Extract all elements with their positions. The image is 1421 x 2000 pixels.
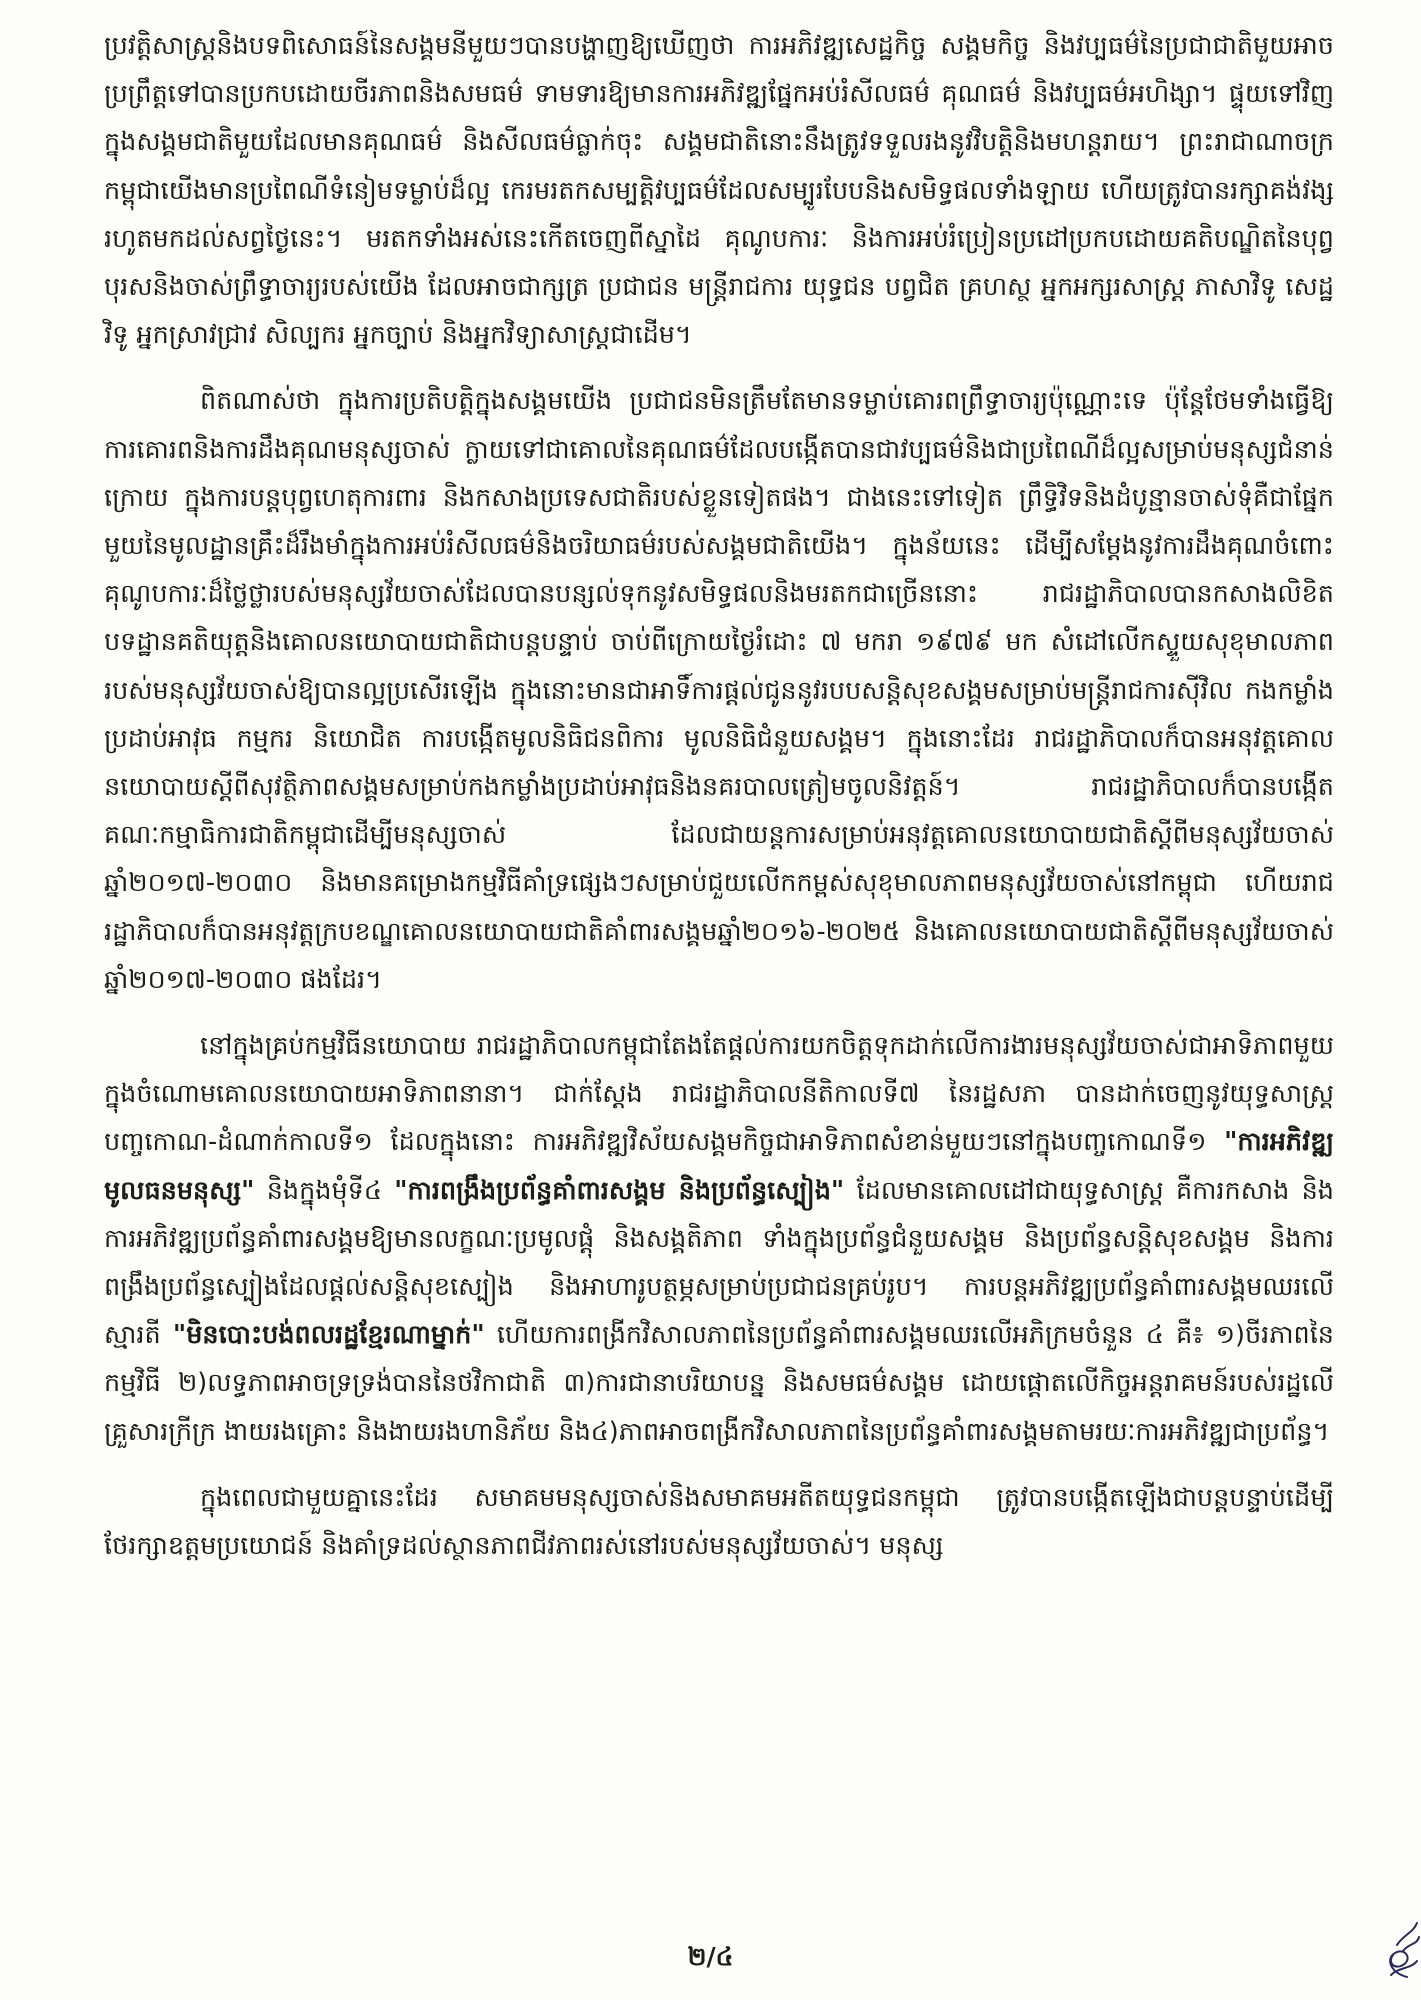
paragraph-text: ហើយការពង្រីកវិសាលភាពនៃប្រព័ន្ធគាំពារសង្គមឈរលើអភិក្រមចំនួន ៤ គឺ៖ ១)ចីរភាពនៃកម្មវិធី ២)លទ្ធភាពអាចទ្រទ្រង់បាននៃថវិកាជាតិ ៣)ការជានាបរិយាបន្ន និងសមធម៌សង្គម ដោយផ្តោតលើកិច្ចអន្តរាគមន៍របស់រដ្ឋលើគ្រួសារក្រីក្រ ងាយរងគ្រោះ និងងាយរងហានិភ័យ និង៤)ភាពអាចពង្រីកវិសាលភាពនៃប្រព័ន្ធគាំពារសង្គមតាមរយៈការអភិវឌ្ឍជាប្រព័ន្ធ។: [104, 1320, 1334, 1447]
bold-quote-human-capital: "ការអភិវឌ្ឍមូលធនមនុស្ស": [104, 1127, 1334, 1206]
paragraph-text: ពិតណាស់ថា ក្នុងការប្រតិបត្តិក្នុងសង្គមយើង ប្រជាជនមិនត្រឹមតែមានទម្លាប់គោរពព្រឹទ្ធាចារ្យប៉ុណ្ណោះទេ ប៉ុន្តែថែមទាំងធ្វើឱ្យការគោរពនិងការដឹងគុណមនុស្សចាស់ ក្លាយទៅជាគោលនៃគុណធម៌ដែលបង្កើតបានជាវប្បធម៌និងជាប្រពៃណីដ៏ល្អសម្រាប់មនុស្សជំនាន់ក្រោយ ក្នុងការបន្តបុព្វហេតុការពារ និងកសាងប្រទេសជាតិរបស់ខ្លួនទៀតផង។ ជាងនេះទៅទៀត ព្រឹទ្ធិវិទនិងដំបូន្មានចាស់ទុំគឺជាផ្នែកមួយនៃមូលដ្ឋានគ្រឹះដ៏រឹងមាំក្នុងការអប់រំសីលធម៌និងចរិយាធម៌របស់សង្គមជាតិយើង។ ក្នុងន័យនេះ ដើម្បីសម្តែងនូវការដឹងគុណចំពោះគុណូបការៈដ៏ថ្លៃថ្លារបស់មនុស្សវ័យចាស់ដែលបានបន្សល់ទុកនូវសមិទ្ធផលនិងមរតកជាច្រើននោះ រាជរដ្ឋាភិបាលបានកសាងលិខិតបទដ្ឋានគតិយុត្តនិងគោលនយោបាយជាតិជាបន្តបន្ទាប់ ចាប់ពីក្រោយថ្ងៃរំដោះ ៧ មករា ១៩៧៩ មក សំដៅលើកស្ទួយសុខុមាលភាពរបស់មនុស្សវ័យចាស់ឱ្យបានល្អប្រសើរឡើង ក្នុងនោះមានជាអាទិ៍ការផ្តល់ជូននូវរបបសន្តិសុខសង្គមសម្រាប់មន្ត្រីរាជការស៊ីវិល កងកម្លាំងប្រដាប់អាវុធ កម្មករ និយោជិត ការបង្កើតមូលនិធិជនពិការ មូលនិធិជំនួយសង្គម។ ក្នុងនោះដែរ រាជរដ្ឋាភិបាលក៏បានអនុវត្តគោលនយោបាយស្តីពីសុវត្ថិភាពសង្គមសម្រាប់កងកម្លាំងប្រដាប់អាវុធនិងនគរបាលត្រៀមចូលនិវត្តន៍។ រាជរដ្ឋាភិបាលក៏បានបង្កើតគណៈកម្មាធិការជាតិកម្ពុជាដើម្បីមនុស្សចាស់ ដែលជាយន្តការសម្រាប់អនុវត្តគោលនយោបាយជាតិស្តីពីមនុស្សវ័យចាស់ឆ្នាំ២០១៧-២០៣០ និងមានគម្រោងកម្មវិធីគាំទ្រផ្សេងៗសម្រាប់ជួយលើកកម្ពស់សុខុមាលភាពមនុស្សវ័យចាស់នៅកម្ពុជា ហើយរាជរដ្ឋាភិបាលក៏បានអនុវត្តក្របខណ្ឌគោលនយោបាយជាតិគាំពារសង្គមឆ្នាំ២០១៦-២០២៥ និងគោលនយោបាយជាតិស្តីពីមនុស្សវ័យចាស់ឆ្នាំ២០១៧-២០៣០ ផងដែរ។: [104, 386, 1334, 995]
paragraph-text: ប្រវត្តិសាស្ត្រនិងបទពិសោធន៍នៃសង្គមនីមួយៗបានបង្ហាញឱ្យឃើញថា ការអភិវឌ្ឍសេដ្ឋកិច្ច សង្គមកិច្ច និងវប្បធម៌នៃប្រជាជាតិមួយអាចប្រព្រឹត្តទៅបានប្រកបដោយចីរភាពនិងសមធម៌ ទាមទារឱ្យមានការអភិវឌ្ឍផ្នែកអប់រំសីលធម៌ គុណធម៌ និងវប្បធម៌អហិង្សា។ ផ្ទុយទៅវិញ ក្នុងសង្គមជាតិមួយដែលមានគុណធម៌ និងសីលធម៌ធ្លាក់ចុះ សង្គមជាតិនោះនឹងត្រូវទទួលរងនូវវិបត្តិនិងមហន្តរាយ។ ព្រះរាជាណាចក្រកម្ពុជាយើងមានប្រពៃណីទំនៀមទម្លាប់ដ៏ល្អ កេរមរតកសម្បត្តិវប្បធម៌ដែលសម្បូរបែបនិងសមិទ្ធផលទាំងឡាយ ហើយត្រូវបានរក្សាគង់វង្សរហូតមកដល់សព្វថ្ងៃនេះ។ មរតកទាំងអស់នេះកើតចេញពីស្នាដៃ គុណូបការៈ និងការអប់រំប្រៀនប្រដៅប្រកបដោយគតិបណ្ឌិតនៃបុព្វបុរសនិងចាស់ព្រឹទ្ធាចារ្យរបស់យើង ដែលអាចជាក្សត្រ ប្រជាជន មន្ត្រីរាជការ យុទ្ធជន បព្វជិត គ្រហស្ថ អ្នកអក្សរសាស្ត្រ ភាសាវិទូ សេដ្ឋវិទូ អ្នកស្រាវជ្រាវ សិល្បករ អ្នកច្បាប់ និងអ្នកវិទ្យាសាស្ត្រជាដើម។: [104, 31, 1334, 351]
document-body: [104, 22, 1334, 1588]
paragraph-text: ដែលមានគោលដៅជាយុទ្ធសាស្ត្រ គឺការកសាង និងការអភិវឌ្ឍប្រព័ន្ធគាំពារសង្គមឱ្យមានលក្ខណៈប្រមូលផ្តុំ និងសង្គតិភាព ទាំងក្នុងប្រព័ន្ធជំនួយសង្គម និងប្រព័ន្ធសន្តិសុខសង្គម និងការពង្រឹងប្រព័ន្ធស្បៀងដែលផ្តល់សន្តិសុខស្បៀង និងអាហារូបត្ថម្ភសម្រាប់ប្រជាជនគ្រប់រូប។ ការបន្តអភិវឌ្ឍប្រព័ន្ធគាំពារសង្គមឈរលើស្មារតី: [104, 1175, 1334, 1351]
paragraph-text: នៅក្នុងគ្រប់កម្មវិធីនយោបាយ រាជរដ្ឋាភិបាលកម្ពុជាតែងតែផ្តល់ការយកចិត្តទុកដាក់លើការងារមនុស្សវ័យចាស់ជាអាទិភាពមួយក្នុងចំណោមគោលនយោបាយអាទិភាពនានា។ ជាក់ស្តែង រាជរដ្ឋាភិបាលនីតិកាលទី៧ នៃរដ្ឋសភា បានដាក់ចេញនូវយុទ្ធសាស្ត្របញ្ចកោណ-ដំណាក់កាលទី១ ដែលក្នុងនោះ ការអភិវឌ្ឍវិស័យសង្គមកិច្ចជាអាទិភាពសំខាន់មួយៗនៅក្នុងបញ្ចកោណទី១: [104, 1031, 1334, 1158]
paragraph-text: និងក្នុងមុំទី៤: [254, 1175, 395, 1206]
handwritten-initials-icon: [1377, 1915, 1421, 1985]
bold-quote-leave-no-one-behind: "មិនបោះបង់ពលរដ្ឋខ្មែរណាម្នាក់": [172, 1320, 485, 1351]
paragraph-text: ក្នុងពេលជាមួយគ្នានេះដែរ សមាគមមនុស្សចាស់និងសមាគមអតីតយុទ្ធជនកម្ពុជា ត្រូវបានបង្កើតឡើងជាបន្តបន្ទាប់ដើម្បីថែរក្សាឧត្តមប្រយោជន៍ និងគាំទ្រដល់ស្ថានភាពជីវភាពរស់នៅរបស់មនុស្សវ័យចាស់។ មនុស្ស: [104, 1482, 1334, 1562]
paragraph-1: [104, 22, 1334, 359]
paragraph-4: [104, 1474, 1334, 1570]
paragraph-2: [104, 377, 1334, 1004]
bold-quote-social-protection: "ការពង្រឹងប្រព័ន្ធគាំពារសង្គម និងប្រព័ន្ធស្បៀង": [394, 1175, 845, 1206]
paragraph-3: [104, 1022, 1334, 1456]
page-number: ២/៤: [687, 1942, 734, 1971]
